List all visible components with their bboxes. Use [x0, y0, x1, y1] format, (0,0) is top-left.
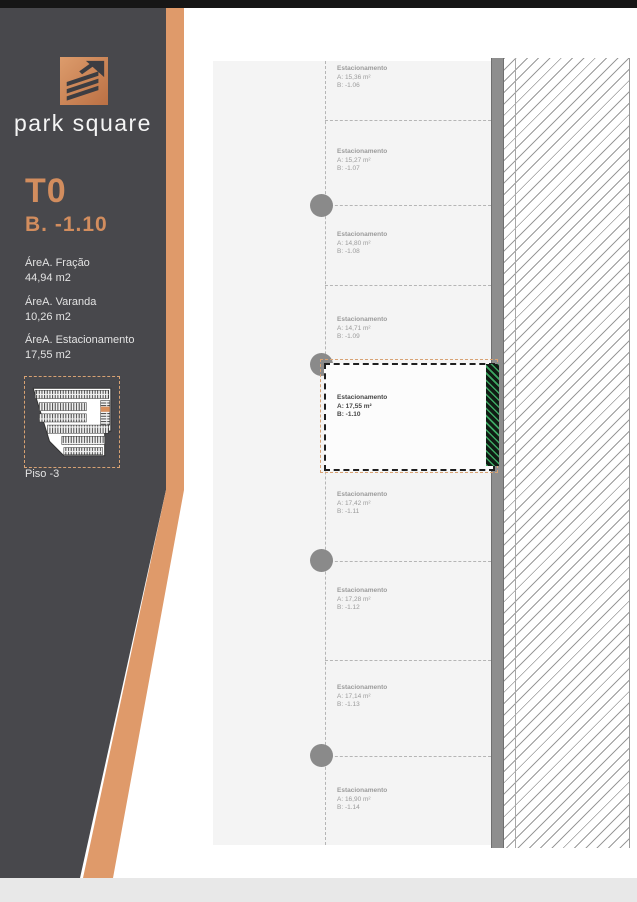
stall-level: B: -1.06 [337, 82, 360, 89]
stall-area: A: 16,90 m² [337, 795, 371, 803]
area-label: ÁreA. Fração [25, 257, 90, 269]
stall-name: Estacionamento [337, 684, 388, 691]
stall-name: Estacionamento [337, 148, 388, 155]
area-value: 17,55 m2 [25, 349, 71, 361]
stall-label [337, 231, 427, 257]
stall-name: Estacionamento [337, 316, 388, 323]
stall-divider [325, 205, 491, 206]
stall-label [337, 684, 427, 710]
stall-divider [325, 120, 491, 121]
stall-level: B: -1.09 [337, 333, 360, 340]
structural-column [310, 549, 333, 572]
brand-name: park square [14, 110, 152, 136]
area-label: ÁreA. Varanda [25, 296, 97, 308]
stall-area: A: 17,42 m² [337, 499, 371, 507]
stall-name: Estacionamento [337, 394, 388, 401]
stall-label [337, 491, 427, 517]
stall-area: A: 15,27 m² [337, 156, 371, 164]
stall-name: Estacionamento [337, 587, 388, 594]
stall-level: B: -1.14 [337, 804, 360, 811]
area-estacionamento [25, 333, 165, 363]
unit-code: B. -1.10 [25, 213, 108, 236]
stall-name: Estacionamento [337, 491, 388, 498]
stall-area: A: 17,55 m² [337, 402, 372, 410]
hatch-boundary-line [515, 58, 516, 848]
stall-divider [325, 285, 491, 286]
stall-name: Estacionamento [337, 787, 388, 794]
stall-label [337, 148, 427, 174]
stall-label [337, 787, 427, 813]
stall-divider [325, 561, 491, 562]
area-value: 44,94 m2 [25, 272, 71, 284]
bottom-margin [0, 878, 637, 902]
stall-divider [325, 756, 491, 757]
ground-hatch-area [504, 58, 629, 848]
area-varanda [25, 295, 165, 325]
stall-level: B: -1.07 [337, 165, 360, 172]
stall-level: B: -1.10 [337, 411, 361, 418]
floor-minimap [24, 376, 120, 468]
hatch-right-edge [629, 58, 630, 848]
stall-divider [325, 660, 491, 661]
structural-column [310, 194, 333, 217]
stall-area: A: 17,28 m² [337, 595, 371, 603]
selected-stall-wall-highlight [486, 364, 499, 466]
stall-level: B: -1.13 [337, 701, 360, 708]
stall-name: Estacionamento [337, 231, 388, 238]
stall-name: Estacionamento [337, 65, 388, 72]
stall-area: A: 14,71 m² [337, 324, 371, 332]
brand-logo-icon [60, 57, 108, 105]
stall-area: A: 17,14 m² [337, 692, 371, 700]
area-value: 10,26 m2 [25, 311, 71, 323]
stall-level: B: -1.08 [337, 248, 360, 255]
top-border-bar [0, 0, 637, 8]
stall-label [337, 65, 427, 91]
stall-level: B: -1.12 [337, 604, 360, 611]
structural-column [310, 744, 333, 767]
area-label: ÁreA. Estacionamento [25, 334, 135, 346]
stall-label [337, 316, 427, 342]
stall-level: B: -1.11 [337, 508, 360, 515]
stall-area: A: 14,80 m² [337, 239, 371, 247]
unit-type: T0 [25, 172, 67, 210]
area-fracao [25, 256, 165, 286]
minimap-selected-stall [101, 407, 110, 412]
floor-label: Piso -3 [25, 468, 60, 480]
stall-label [337, 587, 427, 613]
selected-stall-label [337, 394, 427, 420]
stall-area: A: 15,36 m² [337, 73, 371, 81]
